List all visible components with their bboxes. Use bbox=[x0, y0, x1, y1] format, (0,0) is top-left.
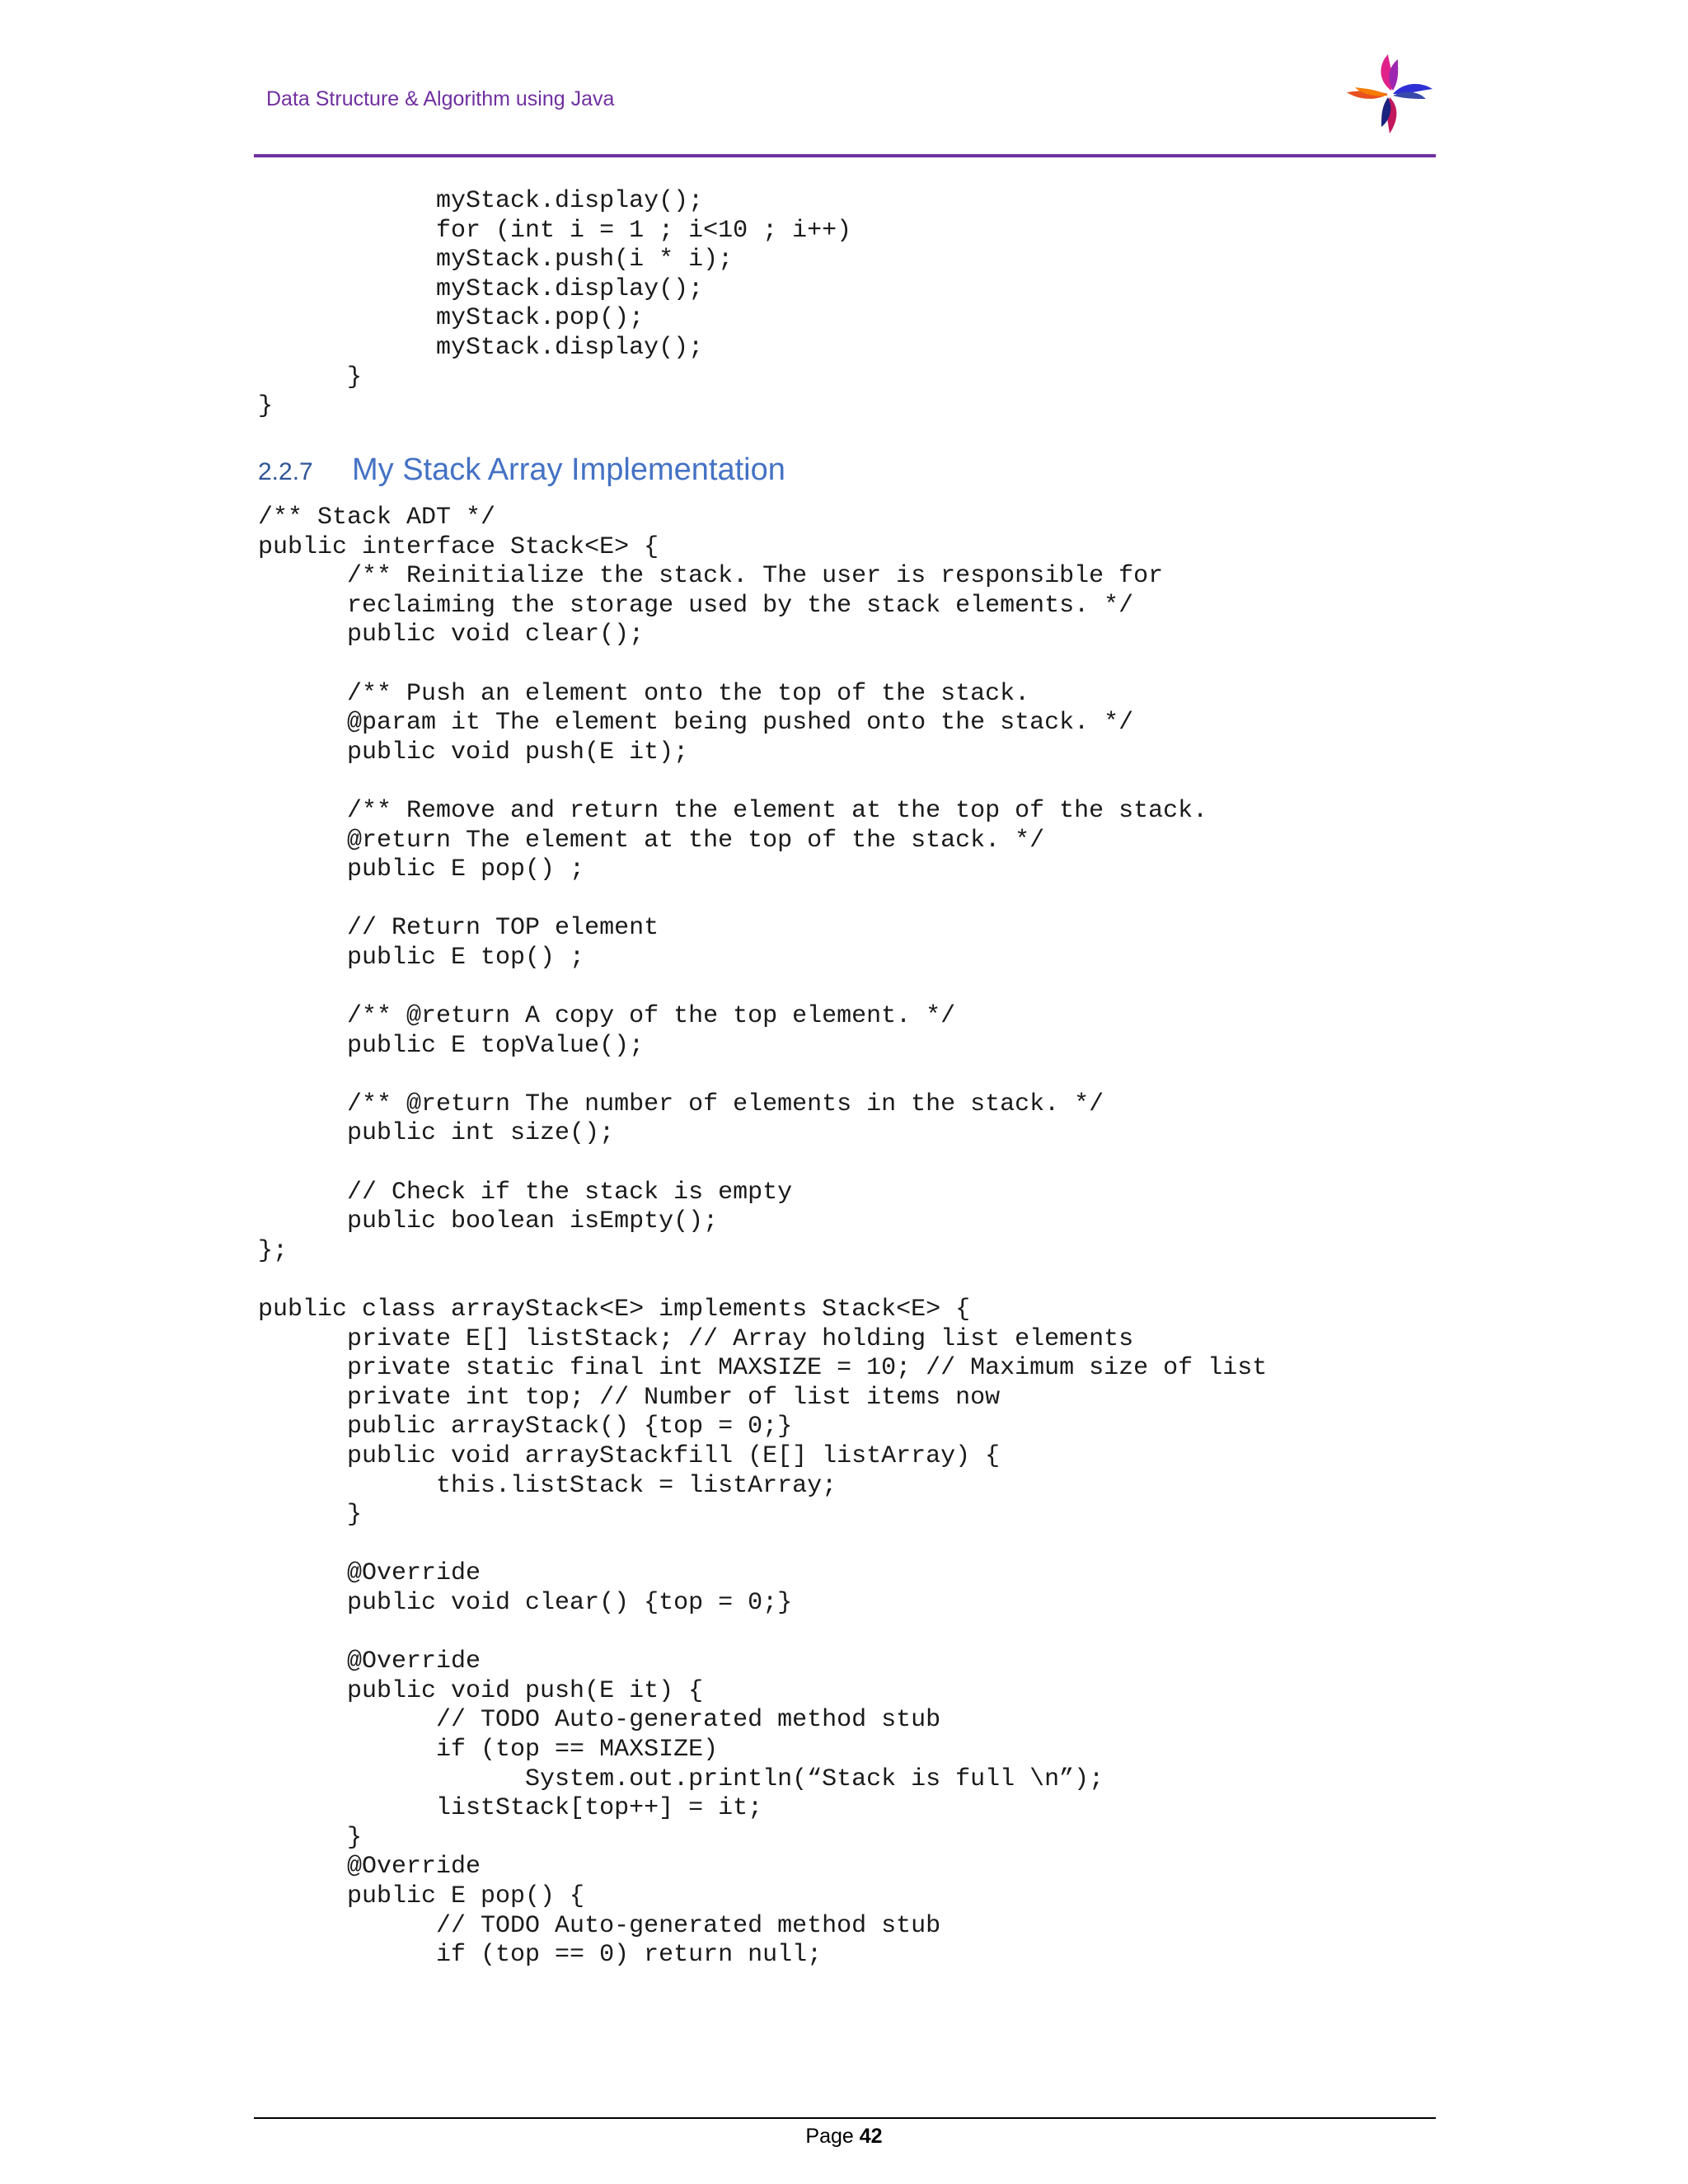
section-number: 2.2.7 bbox=[258, 458, 313, 485]
page-number: 42 bbox=[859, 2125, 883, 2148]
section-heading bbox=[258, 452, 785, 492]
page-footer bbox=[0, 2125, 1688, 2149]
pinwheel-logo-icon bbox=[1343, 51, 1436, 137]
code-block-stack-implementation: /** Stack ADT */ public interface Stack<E> { /** Reinitialize the stack. The user is responsible for reclaiming the storage used by the stack elements. */ public void clear(); /** Push an element onto the top of the stack. @param it The element being pushed onto the stack. */ public void push(E it); /** Remove and return the element at the top of the stack. @return The element at the top of the stack. */ public E pop() ; // Return TOP element public E top() ; /** @return A copy of the top element. */ public E topValue(); /** @return The number of elements in the stack. */ public int size(); // Check if the stack is empty public boolean isEmpty(); }; public class arrayStack<E> implements Stack<E> { private E[] listStack; // Array holding list elements private static final int MAXSIZE = 10; // Maximum size of list private int top; // Number of list items now public arrayStack() {top = 0;} public void arrayStackfill (E[] listArray) { this.listStack = listArray; } @Override public void clear() {top = 0;} @Override public void push(E it) { // TODO Auto-generated method stub if (top == MAXSIZE) System.out.println(“Stack is full \n”); listStack[top++] = it; } @Override public E pop() { // TODO Auto-generated method stub if (top == 0) return null; bbox=[258, 504, 1268, 1970]
page-label: Page bbox=[805, 2125, 854, 2148]
header-title: Data Structure & Algorithm using Java bbox=[266, 87, 615, 110]
code-block-continued: myStack.display(); for (int i = 1 ; i<10 ; i++) myStack.push(i * i); myStack.display(); myStack.pop(); myStack.display(); } } bbox=[258, 187, 852, 421]
footer-divider bbox=[254, 2117, 1436, 2119]
header-divider bbox=[254, 154, 1436, 157]
section-title: My Stack Array Implementation bbox=[352, 452, 785, 487]
